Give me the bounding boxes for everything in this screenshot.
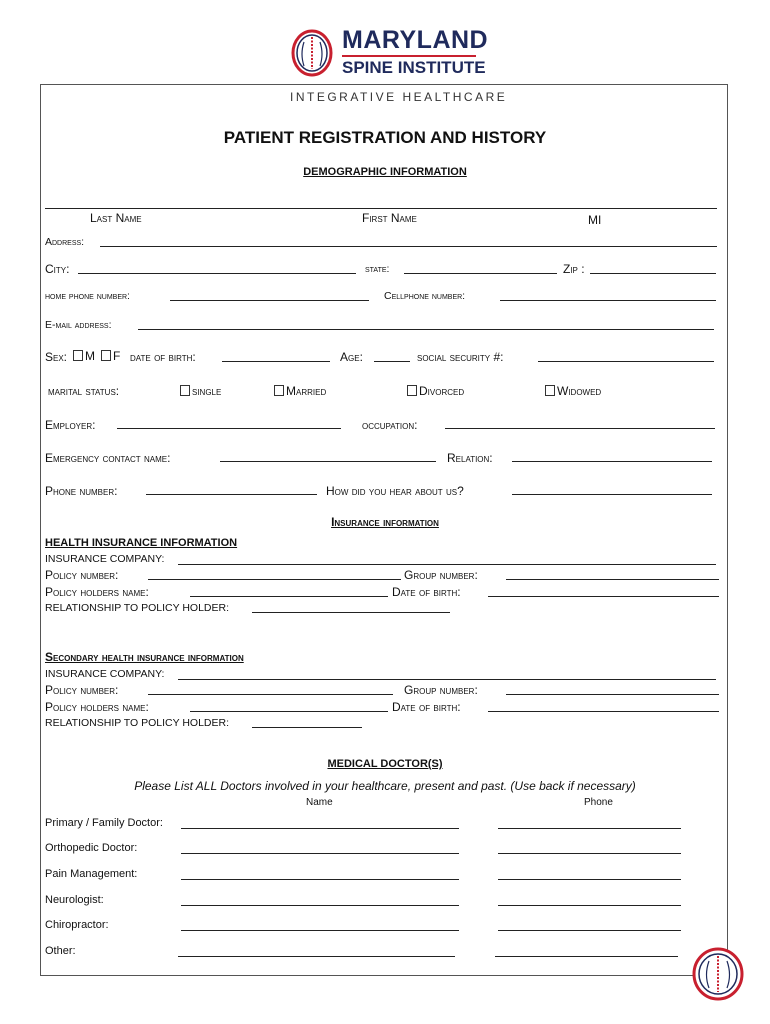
doctor-name-field[interactable]: [181, 919, 459, 931]
doctor-label: Other:: [45, 945, 76, 957]
female-label: F: [113, 349, 121, 363]
widowed-option[interactable]: [545, 384, 601, 398]
marital-label: marital status:: [48, 384, 120, 398]
ins-company-field[interactable]: [178, 553, 716, 565]
occupation-field[interactable]: [445, 417, 715, 429]
doctor-label: Chiropractor:: [45, 919, 109, 931]
sec-policy-number-label: Policy number:: [45, 683, 119, 697]
female-checkbox[interactable]: [101, 350, 111, 361]
state-field[interactable]: [404, 262, 557, 274]
dob-field[interactable]: [222, 350, 330, 362]
state-label: state:: [365, 263, 390, 275]
address-label: Address:: [45, 236, 85, 248]
occupation-label: occupation:: [362, 418, 418, 432]
sec-group-number-label: Group number:: [404, 683, 478, 697]
doctor-name-field[interactable]: [181, 842, 459, 854]
married-checkbox[interactable]: [274, 385, 284, 396]
widowed-checkbox[interactable]: [545, 385, 555, 396]
phone-field[interactable]: [146, 483, 317, 495]
doctors-note: Please List ALL Doctors involved in your healthcare, present and past. (Use back if necessary): [134, 779, 636, 793]
home-phone-label: home phone number:: [45, 290, 130, 302]
health-insurance-heading: HEALTH INSURANCE INFORMATION: [45, 537, 238, 549]
doctor-phone-field[interactable]: [498, 894, 681, 906]
sec-policy-number-field[interactable]: [148, 683, 393, 695]
zip-label: Zip :: [563, 262, 585, 276]
widowed-label: Widowed: [557, 384, 602, 398]
secondary-insurance-heading: Secondary health insurance information: [45, 650, 244, 664]
hear-about-field[interactable]: [512, 483, 712, 495]
age-field[interactable]: [374, 350, 410, 362]
sec-policy-holders-label: Policy holders name:: [45, 700, 149, 714]
col-name-header: Name: [306, 797, 333, 808]
male-label: M: [85, 349, 95, 363]
doctor-label: Primary / Family Doctor:: [45, 817, 163, 829]
spine-logo-icon: [290, 28, 334, 78]
employer-label: Employer:: [45, 418, 96, 432]
logo: [290, 26, 489, 80]
email-label: E-mail address:: [45, 319, 112, 331]
ssn-label: social security #:: [417, 350, 504, 364]
group-number-field[interactable]: [506, 568, 719, 580]
married-label: Married: [286, 384, 327, 398]
brand-divider: [342, 55, 476, 57]
demographic-heading: DEMOGRAPHIC INFORMATION: [303, 166, 467, 178]
relationship-label: RELATIONSHIP TO POLICY HOLDER:: [45, 602, 230, 614]
spine-seal-icon: [691, 946, 745, 1002]
doctor-label: Orthopedic Doctor:: [45, 842, 138, 854]
brand-line-2: SPINE INSTITUTE: [342, 58, 486, 77]
sec-group-number-field[interactable]: [506, 683, 719, 695]
male-checkbox[interactable]: [73, 350, 83, 361]
relationship-field[interactable]: [252, 601, 450, 613]
sec-relationship-label: RELATIONSHIP TO POLICY HOLDER:: [45, 717, 230, 729]
age-label: Age:: [340, 350, 363, 364]
single-option[interactable]: [180, 384, 221, 398]
first-name-label: First Name: [362, 211, 417, 225]
ins-dob-field[interactable]: [488, 585, 719, 597]
divorced-option[interactable]: [407, 384, 464, 398]
doctor-name-field[interactable]: [181, 817, 459, 829]
doctor-phone-field[interactable]: [498, 868, 681, 880]
group-number-label: Group number:: [404, 568, 478, 582]
ssn-field[interactable]: [538, 350, 714, 362]
email-field[interactable]: [138, 318, 714, 330]
married-option[interactable]: [274, 384, 326, 398]
hear-about-label: How did you hear about us?: [326, 484, 464, 498]
sec-ins-dob-field[interactable]: [488, 700, 719, 712]
divorced-label: Divorced: [419, 384, 465, 398]
policy-holders-label: Policy holders name:: [45, 585, 149, 599]
page-title: PATIENT REGISTRATION AND HISTORY: [223, 128, 547, 147]
sec-ins-company-label: INSURANCE COMPANY:: [45, 668, 165, 680]
doctor-name-field[interactable]: [181, 894, 459, 906]
cell-phone-label: Cellphone number:: [384, 290, 466, 302]
sex-male-option[interactable]: [73, 349, 95, 363]
sec-policy-holders-field[interactable]: [190, 700, 388, 712]
sex-label: Sex:: [45, 350, 68, 364]
doctor-name-field[interactable]: [178, 945, 455, 957]
col-phone-header: Phone: [584, 797, 613, 808]
doctor-phone-field[interactable]: [498, 919, 681, 931]
doctors-heading: MEDICAL DOCTOR(S): [327, 758, 443, 770]
doctor-phone-field[interactable]: [498, 817, 681, 829]
cell-phone-field[interactable]: [500, 289, 716, 301]
last-name-label: Last Name: [90, 211, 142, 225]
doctor-phone-field[interactable]: [498, 842, 681, 854]
single-checkbox[interactable]: [180, 385, 190, 396]
policy-number-field[interactable]: [148, 568, 401, 580]
zip-field[interactable]: [590, 262, 716, 274]
sec-relationship-field[interactable]: [252, 716, 362, 728]
city-field[interactable]: [78, 262, 356, 274]
dob-label: date of birth:: [130, 350, 196, 364]
divorced-checkbox[interactable]: [407, 385, 417, 396]
emergency-field[interactable]: [220, 450, 436, 462]
doctor-name-field[interactable]: [181, 868, 459, 880]
brand-line-1: MARYLAND: [342, 26, 489, 54]
doctor-label: Neurologist:: [45, 894, 104, 906]
relation-label: Relation:: [447, 451, 493, 465]
ins-company-label: INSURANCE COMPANY:: [45, 553, 165, 565]
policy-holders-field[interactable]: [190, 585, 388, 597]
emergency-label: Emergency contact name:: [45, 451, 171, 465]
tagline: INTEGRATIVE HEALTHCARE: [290, 90, 508, 104]
employer-field[interactable]: [117, 417, 341, 429]
sex-female-option[interactable]: [101, 349, 120, 363]
home-phone-field[interactable]: [170, 289, 369, 301]
relation-field[interactable]: [512, 450, 712, 462]
single-label: single: [192, 384, 222, 398]
insurance-heading: Insurance information: [331, 515, 439, 529]
doctor-label: Pain Management:: [45, 868, 138, 880]
policy-number-label: Policy number:: [45, 568, 119, 582]
sec-ins-dob-label: Date of birth:: [392, 700, 461, 714]
ins-dob-label: Date of birth:: [392, 585, 461, 599]
name-field-line[interactable]: [45, 200, 717, 209]
sec-ins-company-field[interactable]: [178, 668, 716, 680]
phone-label: Phone number:: [45, 484, 118, 498]
address-field[interactable]: [100, 235, 717, 247]
city-label: City:: [45, 262, 70, 276]
mi-label: MI: [588, 213, 602, 227]
doctor-phone-field[interactable]: [495, 945, 678, 957]
